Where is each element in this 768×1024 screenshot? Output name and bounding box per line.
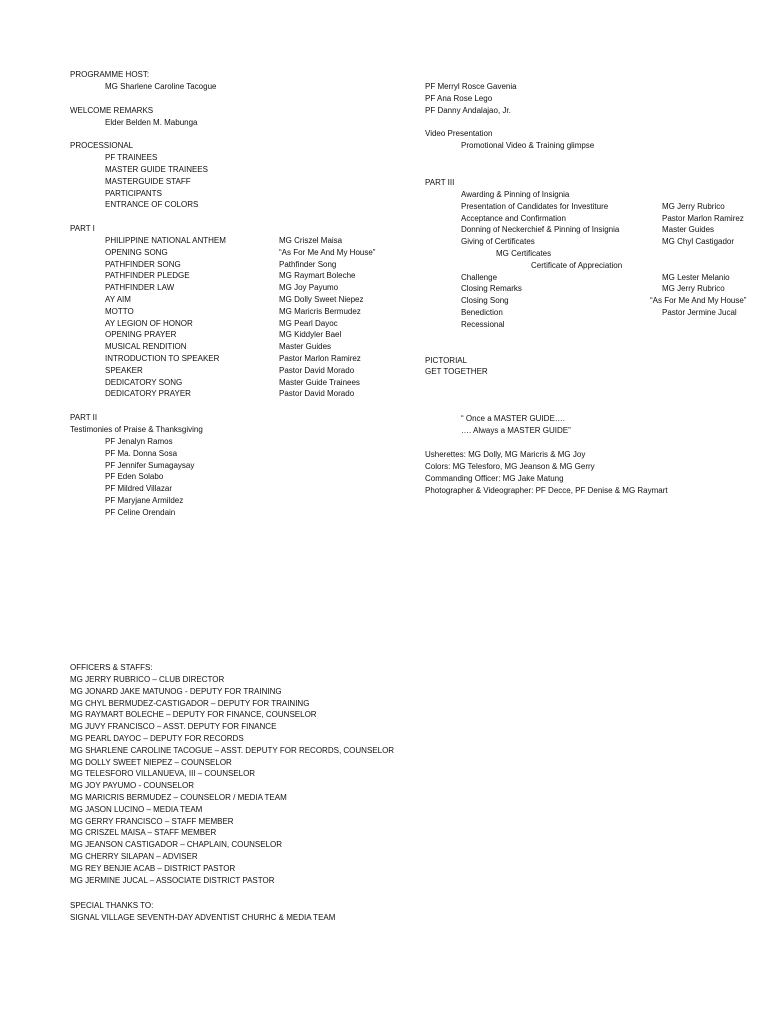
programme-item: Closing Song [461,296,509,306]
list-item: MG CHERRY SILAPAN – ADVISER [70,852,198,861]
programme-person: MG Lester Melanio [662,272,730,282]
role-line: Colors: MG Telesforo, MG Jeanson & MG Gerry [425,462,595,471]
programme-item: INTRODUCTION TO SPEAKER [105,354,220,363]
list-item: MG CRISZEL MAISA – STAFF MEMBER [70,828,217,838]
programme-person: Master Guides [279,342,332,352]
programme-item: AY AIM [105,295,131,304]
pictorial-label: PICTORIAL [425,356,468,365]
programme-person: MG Pearl Dayoc [279,318,338,328]
list-item: MG PEARL DAYOC – DEPUTY FOR RECORDS [70,734,244,743]
part-three-heading: PART III [425,178,455,187]
part-two-subheading: Testimonies of Praise & Thanksgiving [70,425,203,434]
list-item: PARTICIPANTS [105,189,162,198]
programme-person: MG Raymart Boleche [279,271,356,281]
programme-person: MG Chyl Castigador [662,237,735,247]
list-item: PF Maryjane Armildez [105,496,184,505]
list-item: MG JASON LUCINO – MEDIA TEAM [70,804,203,814]
list-item: MG RAYMART BOLECHE – DEPUTY FOR FINANCE, COUNSELOR [70,710,317,720]
programme-person: Pastor Marlon Ramirez [662,213,744,223]
quote-line: “ Once a MASTER GUIDE…. [461,414,566,423]
programme-person: Master Guide Trainees [279,377,360,387]
programme-item: SPEAKER [105,365,143,375]
programme-person: Pastor David Morado [279,389,355,399]
programme-host-heading: PROGRAMME HOST: [70,70,150,79]
programme-person: Pathfinder Song [279,259,337,269]
role-line: Usherettes: MG Dolly, MG Maricris & MG Joy [425,450,586,459]
processional-heading: PROCESSIONAL [70,141,134,150]
programme-item: PHILIPPINE NATIONAL ANTHEM [105,236,226,245]
programme-item: MG Certificates [496,249,552,258]
list-item: MG MARICRIS BERMUDEZ – COUNSELOR / MEDIA TEAM [70,793,287,802]
programme-item: Acceptance and Confirmation [461,213,566,223]
list-item: PF Celine Orendain [105,507,176,517]
programme-person: Pastor David Morado [279,365,355,375]
programme-item: MUSICAL RENDITION [105,342,187,352]
welcome-remarks-name: Elder Belden M. Mabunga [105,118,198,127]
list-item: MG GERRY FRANCISCO – STAFF MEMBER [70,816,234,826]
programme-item: Closing Remarks [461,284,522,294]
list-item: PF Ma. Donna Sosa [105,448,178,458]
programme-item: Awarding & Pinning of Insignia [461,190,570,199]
programme-item: Donning of Neckerchief & Pinning of Insignia [461,225,620,235]
programme-item: PATHFINDER LAW [105,283,175,293]
programme-person: “As For Me And My House” [650,296,747,306]
programme-item: Recessional [461,319,505,329]
list-item: PF Jenalyn Ramos [105,437,173,446]
list-item: PF Eden Solabo [105,472,164,482]
special-thanks-line: SIGNAL VILLAGE SEVENTH-DAY ADVENTIST CHURHC & MEDIA TEAM [70,913,336,922]
programme-host-name: MG Sharlene Caroline Tacogue [105,82,217,91]
list-item: MG SHARLENE CAROLINE TACOGUE – ASST. DEPUTY FOR RECORDS, COUNSELOR [70,745,395,755]
special-thanks-heading: SPECIAL THANKS TO: [70,901,154,910]
list-item: MG JERRY RUBRICO – CLUB DIRECTOR [70,675,225,684]
list-item: MASTERGUIDE STAFF [105,177,191,186]
programme-person: MG Criszel Maisa [279,236,343,245]
list-item: PF Ana Rose Lego [425,94,493,103]
programme-item: PATHFINDER SONG [105,259,181,269]
quote-line: …. Always a MASTER GUIDE” [461,426,571,435]
programme-person: Pastor Marlon Ramirez [279,354,361,363]
welcome-remarks-heading: WELCOME REMARKS [70,106,154,115]
list-item: MG JEANSON CASTIGADOR – CHAPLAIN, COUNSELOR [70,840,283,850]
officers-heading: OFFICERS & STAFFS: [70,663,153,672]
role-line: Commanding Officer: MG Jake Matung [425,474,564,483]
list-item: MG JOY PAYUMO - COUNSELOR [70,781,195,791]
list-item: MG JONARD JAKE MATUNOG - DEPUTY FOR TRAINING [70,686,282,696]
programme-person: MG Joy Payumo [279,283,339,293]
list-item: PF Jennifer Sumagaysay [105,460,195,470]
video-presentation-heading: Video Presentation [425,129,493,138]
video-presentation-item: Promotional Video & Training glimpse [461,141,595,150]
list-item: PF Merryl Rosce Gavenia [425,82,517,91]
programme-person: Master Guides [662,225,715,235]
programme-person: MG Jerry Rubrico [662,201,725,211]
part-two-heading: PART II [70,413,98,422]
programme-item: DEDICATORY SONG [105,377,183,387]
programme-item: MOTTO [105,306,134,316]
programme-person: MG Maricris Bermudez [279,306,361,316]
programme-person: “As For Me And My House” [279,247,376,257]
programme-person: MG Kiddyler Bael [279,330,342,340]
programme-item: Benediction [461,308,503,317]
programme-item: PATHFINDER PLEDGE [105,271,190,281]
part-one-heading: PART I [70,224,95,233]
list-item: ENTRANCE OF COLORS [105,200,199,209]
programme-item: OPENING PRAYER [105,330,177,340]
programme-person: MG Jerry Rubrico [662,284,725,294]
list-item: PF TRAINEES [105,153,158,162]
list-item: MG JERMINE JUCAL – ASSOCIATE DISTRICT PASTOR [70,875,275,885]
list-item: MG REY BENJIE ACAB – DISTRICT PASTOR [70,863,236,873]
programme-item: Presentation of Candidates for Investiture [461,201,609,211]
list-item: PF Mildred Villazar [105,484,172,494]
list-item: MASTER GUIDE TRAINEES [105,165,208,174]
programme-person: Pastor Jermine Jucal [662,308,737,317]
list-item: PF Danny Andalajao, Jr. [425,106,511,115]
list-item: MG JUVY FRANCISCO – ASST. DEPUTY FOR FINANCE [70,722,277,732]
programme-item: OPENING SONG [105,247,168,257]
programme-item: AY LEGION OF HONOR [105,318,193,328]
programme-person: MG Dolly Sweet Niepez [279,295,364,304]
programme-item: Giving of Certificates [461,237,535,247]
list-item: MG TELESFORO VILLANUEVA, III – COUNSELOR [70,769,256,779]
list-item: MG DOLLY SWEET NIEPEZ – COUNSELOR [70,757,232,767]
list-item: MG CHYL BERMUDEZ-CASTIGADOR – DEPUTY FOR TRAINING [70,698,310,708]
programme-item: DEDICATORY PRAYER [105,389,191,399]
programme-item: Certificate of Appreciation [531,260,623,270]
role-line: Photographer & Videographer: PF Decce, PF Denise & MG Raymart [425,486,668,495]
get-together-label: GET TOGETHER [425,367,488,376]
programme-item: Challenge [461,272,498,282]
